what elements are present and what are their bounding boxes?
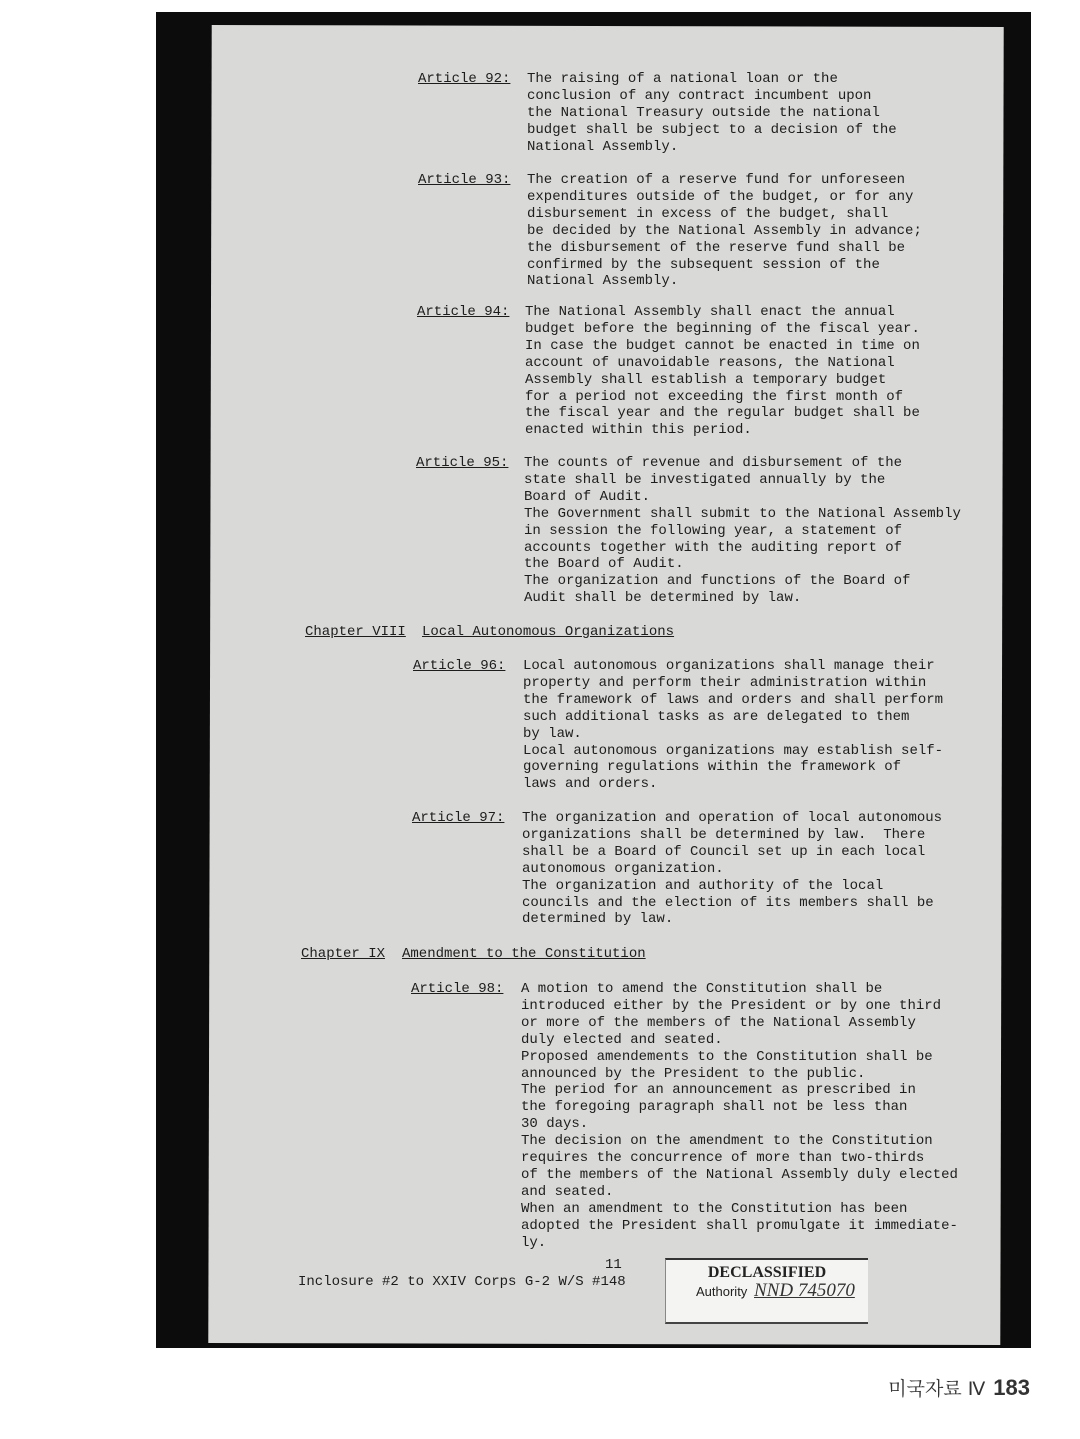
article-line: announced by the President to the public. <box>521 1065 866 1082</box>
article-line: or more of the members of the National Assembly <box>521 1014 916 1031</box>
article-line: Board of Audit. <box>524 488 651 505</box>
stamp-title: DECLASSIFIED <box>707 1264 827 1281</box>
article-body <box>521 981 958 1252</box>
article-line: The National Assembly shall enact the annual <box>525 304 895 320</box>
article-body <box>524 455 961 607</box>
article-line: adopted the President shall promulgate it immediate- <box>521 1217 958 1234</box>
article-label: Article 94: <box>417 304 510 320</box>
article-line: enacted within this period. <box>525 422 752 439</box>
article-line: budget shall be subject to a decision of the <box>527 121 897 138</box>
article-label: Article 92: <box>418 71 511 87</box>
article-line: budget before the beginning of the fiscal year. <box>525 320 920 337</box>
article-body <box>523 658 943 793</box>
article-line: account of unavoidable reasons, the National <box>525 354 895 371</box>
article-line: ly. <box>521 1234 547 1251</box>
article-line: and seated. <box>521 1183 614 1200</box>
article-label: Article 97: <box>412 810 505 826</box>
chapter-title: Amendment to the Constitution <box>402 946 646 962</box>
article-line: introduced either by the President or by one third <box>521 997 942 1014</box>
article-line: National Assembly. <box>527 138 679 155</box>
article-line: the framework of laws and orders and shall perform <box>523 691 944 708</box>
article-body <box>527 71 897 156</box>
article-line: be decided by the National Assembly in advance; <box>527 222 922 239</box>
chapter-number: Chapter VIII <box>305 624 406 640</box>
article-line: When an amendment to the Constitution has been <box>521 1200 908 1217</box>
article-line: the Board of Audit. <box>524 556 684 573</box>
article-line: The organization and authority of the local <box>522 877 884 894</box>
article-line: in session the following year, a statement of <box>524 522 903 539</box>
stamp-authority-code: NND 745070 <box>754 1280 855 1301</box>
article-line: The period for an announcement as prescribed in <box>521 1082 916 1099</box>
article-line: The Government shall submit to the National Assembly <box>524 505 961 522</box>
article-line: for a period not exceeding the first month of <box>525 388 904 405</box>
article-line: requires the concurrence of more than two-thirds <box>521 1150 925 1167</box>
article-line: Local autonomous organizations shall manage their <box>523 658 935 674</box>
article-line: Audit shall be determined by law. <box>524 590 802 607</box>
article-body <box>525 304 920 439</box>
article-line: 30 days. <box>521 1116 589 1133</box>
article-line: The organization and operation of local autonomous <box>522 810 943 826</box>
article-line: disbursement in excess of the budget, shall <box>527 205 889 222</box>
article-label: Article 95: <box>416 455 509 471</box>
article-line: the fiscal year and the regular budget shall be <box>525 405 920 422</box>
article-line: Proposed amendements to the Constitution shall be <box>521 1048 933 1065</box>
article-line: The raising of a national loan or the <box>527 71 838 87</box>
article-line: A motion to amend the Constitution shall be <box>521 981 883 997</box>
article-line: National Assembly. <box>527 273 679 290</box>
article-line: The creation of a reserve fund for unforeseen <box>527 172 906 188</box>
article-line: conclusion of any contract incumbent upon <box>527 87 872 104</box>
article-line: the foregoing paragraph shall not be less than <box>521 1099 908 1116</box>
article-line: accounts together with the auditing report of <box>524 539 903 556</box>
declassified-stamp <box>665 1258 868 1324</box>
article-line: expenditures outside of the budget, or for any <box>527 188 914 205</box>
article-line: Assembly shall establish a temporary budget <box>525 371 887 388</box>
article-line: councils and the election of its members shall be <box>522 894 934 911</box>
article-line: The counts of revenue and disbursement of the <box>524 455 903 471</box>
article-line: state shall be investigated annually by the <box>524 471 886 488</box>
article-body <box>522 810 942 928</box>
article-line: the disbursement of the reserve fund shall be <box>527 239 906 256</box>
book-page: 183 <box>993 1375 1030 1400</box>
article-label: Article 93: <box>418 172 511 188</box>
article-line: shall be a Board of Council set up in each local <box>522 843 926 860</box>
inclosure-note: Inclosure #2 to XXIV Corps G-2 W/S #148 <box>298 1274 626 1290</box>
article-line: by law. <box>523 725 582 742</box>
chapter-number: Chapter IX <box>301 946 386 962</box>
article-line: the National Treasury outside the national <box>527 104 880 121</box>
article-line: organizations shall be determined by law. There <box>522 826 926 843</box>
article-line: Local autonomous organizations may establish self- <box>523 742 944 759</box>
article-line: governing regulations within the framework of <box>523 759 902 776</box>
article-line: In case the budget cannot be enacted in time on <box>525 337 920 354</box>
article-line: laws and orders. <box>523 776 658 793</box>
article-line: confirmed by the subsequent session of the <box>527 256 880 273</box>
article-line: The decision on the amendment to the Constitution <box>521 1133 933 1150</box>
stamp-authority-label: Authority <box>696 1284 748 1299</box>
article-line: of the members of the National Assembly duly elected <box>521 1166 958 1183</box>
article-label: Article 96: <box>413 658 506 674</box>
article-label: Article 98: <box>411 981 504 997</box>
chapter-title: Local Autonomous Organizations <box>422 624 675 640</box>
article-line: determined by law. <box>522 911 674 928</box>
book-footer <box>888 1374 1030 1401</box>
page-number: 11 <box>605 1257 622 1273</box>
article-line: duly elected and seated. <box>521 1031 723 1048</box>
article-body <box>527 172 922 290</box>
article-line: autonomous organization. <box>522 860 724 877</box>
article-line: such additional tasks as are delegated to them <box>523 708 910 725</box>
book-title: 미국자료 Ⅳ <box>888 1378 986 1400</box>
article-line: property and perform their administration within <box>523 674 927 691</box>
article-line: The organization and functions of the Board of <box>524 573 911 590</box>
